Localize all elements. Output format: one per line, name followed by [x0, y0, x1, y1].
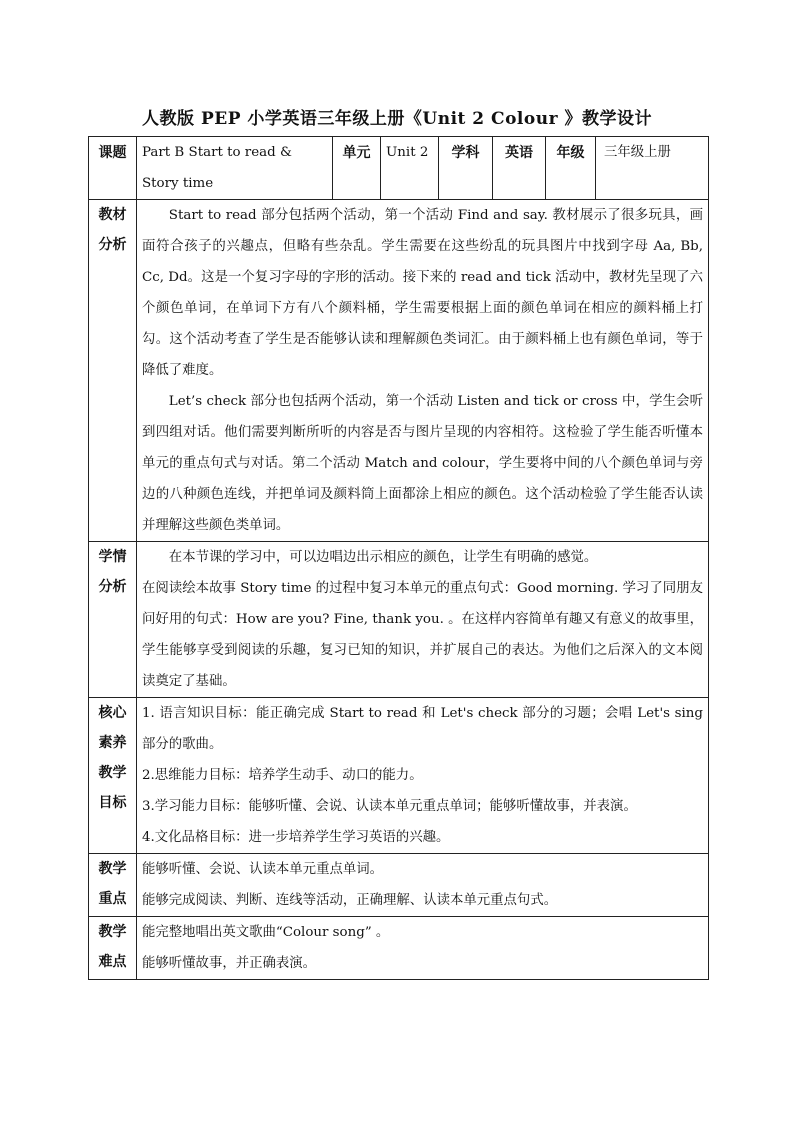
grade-value: 三年级上册 — [596, 137, 709, 200]
key-points-label — [89, 854, 137, 917]
grade-label: 年级 — [546, 137, 596, 200]
key-points-label-1: 教学 — [98, 861, 127, 877]
core-literacy-label-1: 核心 — [98, 705, 127, 721]
lesson-plan-table — [88, 136, 709, 980]
subject-label: 学科 — [439, 137, 493, 200]
core-literacy-content — [137, 698, 709, 854]
difficult-points-content — [137, 917, 709, 980]
page-title: 人教版 PEP 小学英语三年级上册《Unit 2 Colour 》教学设计 — [142, 109, 652, 129]
key-points-item-2: 能够完成阅读、判断、连线等活动，正确理解、认读本单元重点句式。 — [142, 893, 558, 908]
core-literacy-label-2: 素养 — [98, 735, 127, 751]
key-points-label-2: 重点 — [98, 891, 127, 907]
textbook-analysis-label — [89, 200, 137, 542]
difficult-points-item-2: 能够听懂故事，并正确表演。 — [142, 956, 317, 971]
core-literacy-label-3: 教学 — [98, 765, 127, 781]
textbook-analysis-paragraph-2: Let’s check 部分也包括两个活动，第一个活动 Listen and tick or cross 中，学生会听到四组对话。他们需要判断所听的内容是否与图片呈现的内容相符。这检验了学生能否听懂本单元的重点句式与对话。第二个活动 Match and colour，学生要将中间的八个颜色单词与旁边的八种颜色连线，并把单词及颜料筒上面都涂上相应的颜色。这个活动检验了学生能否认读并理解这些颜色类单词。 — [142, 394, 703, 533]
core-literacy-item-3: 3.学习能力目标：能够听懂、会说、认读本单元重点单词；能够听懂故事，并表演。 — [142, 799, 637, 814]
learner-analysis-line-1: 在本节课的学习中，可以边唱边出示相应的颜色，让学生有明确的感觉。 — [168, 550, 598, 565]
key-points-content — [137, 854, 709, 917]
learner-analysis-row — [89, 542, 709, 698]
core-literacy-label — [89, 698, 137, 854]
unit-value: Unit 2 — [381, 137, 439, 200]
subject-value: 英语 — [493, 137, 546, 200]
learner-analysis-line-2: 在阅读绘本故事 Story time 的过程中复习本单元的重点句式：Good morning. 学习了同朋友问好用的句式：How are you? Fine, thank you. 。在这样内容简单有趣又有意义的故事里，学生能够享受到阅读的乐趣，复习已知的知识，并扩展自己的表达。为他们之后深入的文本阅读奠定了基础。 — [142, 581, 703, 689]
difficult-points-item-1: 能完整地唱出英文歌曲“Colour song” 。 — [142, 925, 390, 940]
learner-analysis-label — [89, 542, 137, 698]
key-points-item-1: 能够听懂、会说、认读本单元重点单词。 — [142, 862, 384, 877]
learner-analysis-label-2: 分析 — [98, 579, 127, 595]
difficult-points-label — [89, 917, 137, 980]
learner-analysis-content — [137, 542, 709, 698]
textbook-analysis-label-1: 教材 — [98, 207, 127, 223]
textbook-analysis-content — [137, 200, 709, 542]
difficult-points-label-1: 教学 — [98, 924, 127, 940]
difficult-points-label-2: 难点 — [98, 954, 127, 970]
topic-value: Part B Start to read & Story time — [137, 137, 333, 200]
textbook-analysis-row — [89, 200, 709, 542]
textbook-analysis-label-2: 分析 — [98, 237, 127, 253]
core-literacy-label-4: 目标 — [98, 795, 127, 811]
core-literacy-item-1: 1. 语言知识目标：能正确完成 Start to read 和 Let's check 部分的习题；会唱 Let's sing 部分的歌曲。 — [142, 706, 703, 752]
core-literacy-row — [89, 698, 709, 854]
learner-analysis-label-1: 学情 — [98, 549, 127, 565]
core-literacy-item-2: 2.思维能力目标：培养学生动手、动口的能力。 — [142, 768, 423, 783]
header-row — [89, 137, 709, 200]
core-literacy-item-4: 4.文化品格目标：进一步培养学生学习英语的兴趣。 — [142, 830, 450, 845]
topic-label: 课题 — [89, 137, 137, 200]
difficult-points-row — [89, 917, 709, 980]
key-points-row — [89, 854, 709, 917]
textbook-analysis-paragraph-1: Start to read 部分包括两个活动，第一个活动 Find and say. 教材展示了很多玩具，画面符合孩子的兴趣点，但略有些杂乱。学生需要在这些纷乱的玩具图片中找到字母 Aa, Bb, Cc, Dd。这是一个复习字母的字形的活动。接下来的 read and tick 活动中，教材先呈现了六个颜色单词，在单词下方有八个颜料桶，学生需要根据上面的颜色单词在相应的颜料桶上打勾。这个活动考查了学生是否能够认读和理解颜色类词汇。由于颜料桶上也有颜色单词，等于降低了难度。 — [142, 208, 703, 378]
unit-label: 单元 — [333, 137, 381, 200]
